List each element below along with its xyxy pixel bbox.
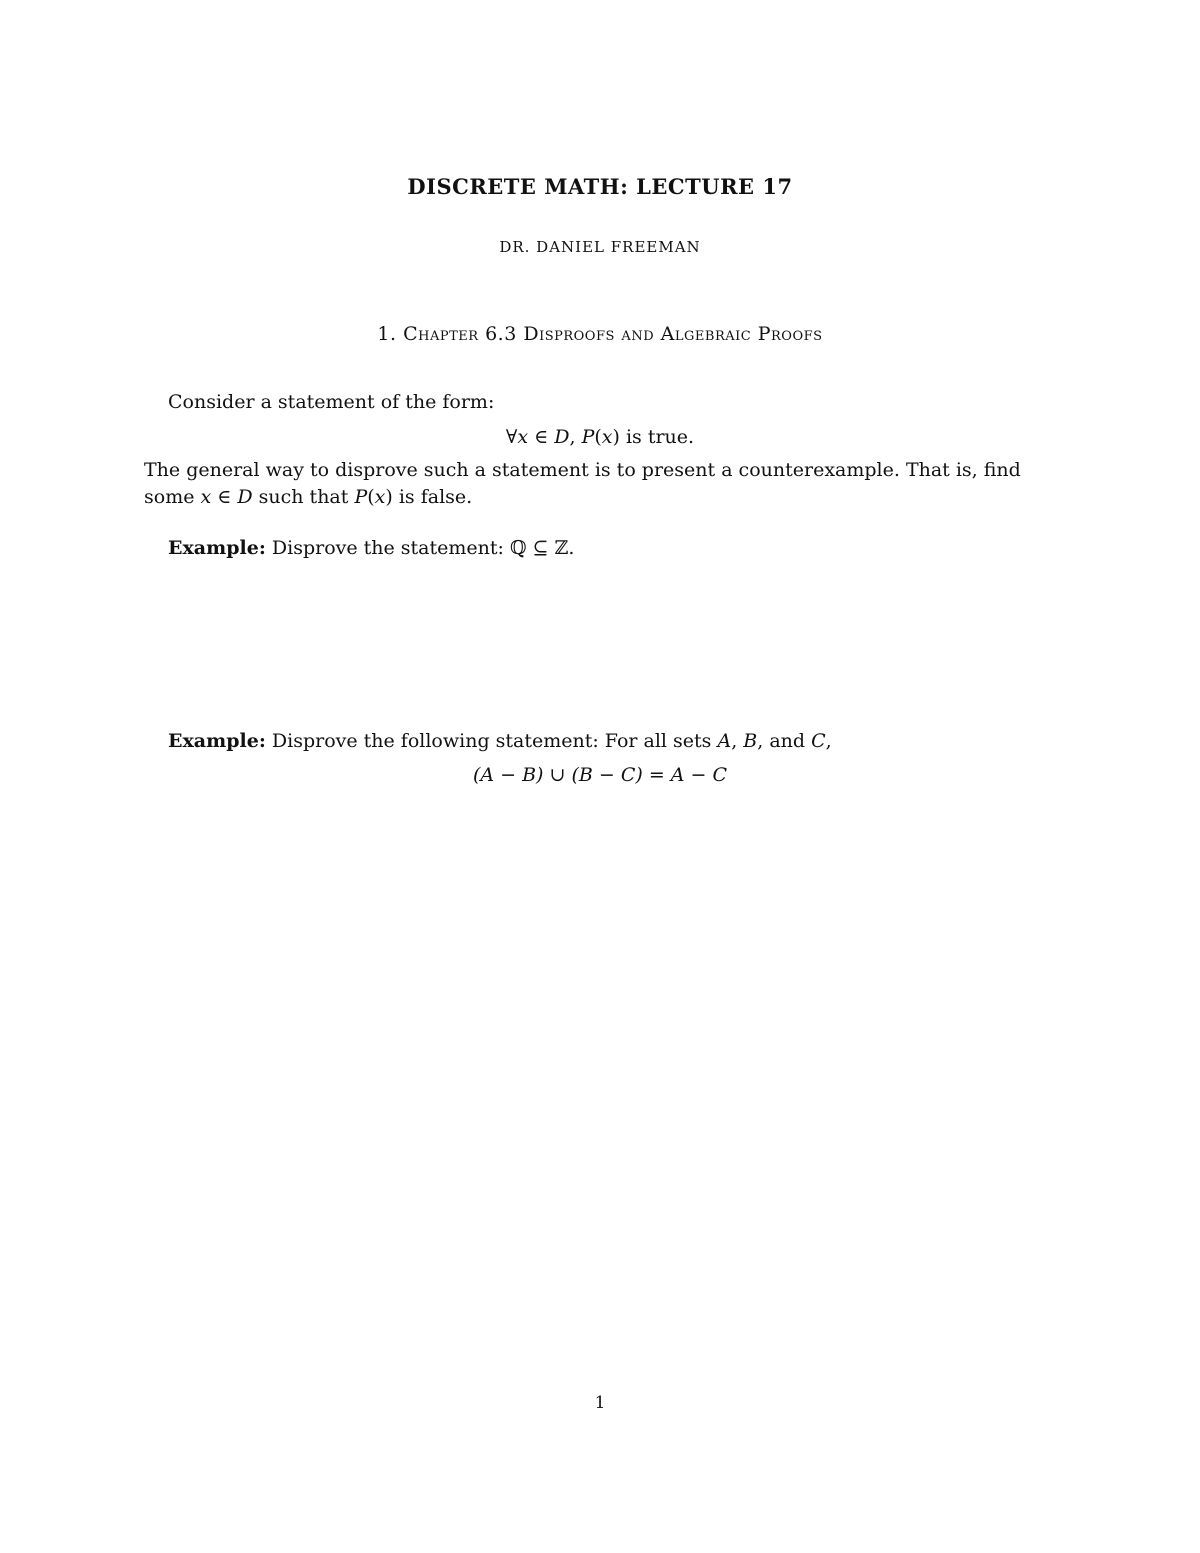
- example-1: Example: Disprove the statement: ℚ ⊆ ℤ.: [168, 537, 575, 559]
- example-2-equation: (A − B) ∪ (B − C) = A − C: [472, 764, 728, 786]
- example-label: Example:: [168, 730, 266, 752]
- author-name: DR. DANIEL FREEMAN: [499, 238, 701, 256]
- document-title: DISCRETE MATH: LECTURE 17: [407, 174, 793, 199]
- intro-paragraph: Consider a statement of the form:: [168, 391, 495, 413]
- statement-formula: ∀x ∈ D, P(x) is true.: [505, 426, 695, 448]
- disprove-paragraph-line-2: some x ∈ D such that P(x) is false.: [144, 486, 473, 508]
- disprove-paragraph-line-1: The general way to disprove such a statement is to present a counterexample. That is, find: [144, 459, 1021, 481]
- example-1-math: ℚ ⊆ ℤ: [509, 537, 569, 559]
- page-number: 1: [594, 1393, 606, 1413]
- example-label: Example:: [168, 537, 266, 559]
- section-heading: 1. Chapter 6.3 Disproofs and Algebraic Proofs: [377, 323, 823, 345]
- example-2: Example: Disprove the following statement: For all sets A, B, and C,: [168, 730, 832, 752]
